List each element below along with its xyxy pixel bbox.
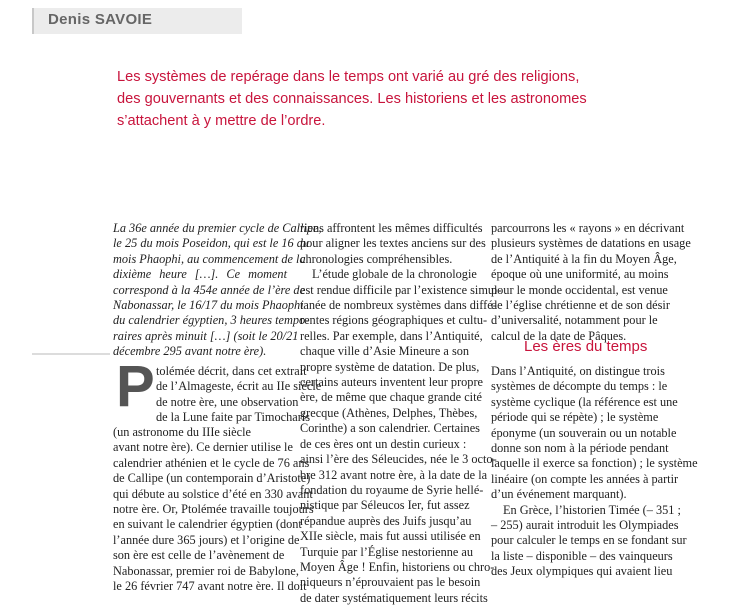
epigraph-quote — [113, 221, 322, 360]
body-line: l’année dure 365 jours) et l’origine de — [113, 532, 300, 547]
body-line: plusieurs systèmes de datations en usage — [491, 236, 691, 251]
body-line: de dater systématiquement leurs récits — [300, 590, 488, 605]
body-line: de ces ères ont un destin curieux : — [300, 436, 467, 451]
body-line: En Grèce, l’historien Timée (– 351 ; — [503, 502, 681, 517]
body-line: Turquie par l’Église nestorienne au — [300, 544, 474, 559]
column-3 — [491, 221, 691, 344]
lead-line: des gouvernants et des connaissances. Les historiens et les astronomes — [117, 91, 587, 107]
quote-line: dixième heure […]. Ce moment — [113, 267, 287, 282]
lead-line: s’attachent à y mettre de l’ordre. — [117, 113, 326, 129]
body-line: d’un événement marquant). — [491, 487, 627, 502]
quote-line: correspond à la 454e année de l’ère de — [113, 282, 306, 297]
body-line: des Jeux olympiques qui avaient lieu — [491, 564, 673, 579]
column-3-body — [491, 364, 698, 580]
body-line: parcourrons les « rayons » en décrivant — [491, 221, 685, 235]
body-line: fondation du royaume de Syrie hellé- — [300, 482, 484, 497]
column-2 — [300, 221, 502, 606]
body-line: riens affrontent les mêmes difficultés — [300, 221, 483, 235]
body-line: pour calculer le temps en se fondant sur — [491, 533, 687, 548]
column-1 — [113, 221, 322, 360]
section-heading: Les ères du temps — [524, 338, 648, 355]
dropcap-paragraph — [156, 364, 321, 426]
body-line: de l’Antiquité à la fin du Moyen Âge, — [491, 251, 677, 266]
body-line: avant notre ère). Ce dernier utilise le — [113, 440, 293, 455]
body-line: le 26 février 747 avant notre ère. Il doit — [113, 579, 307, 594]
body-line: propre système de datation. De plus, — [300, 359, 480, 374]
body-line: époque où une uniformité, au moins — [491, 267, 669, 282]
body-line: Nabonassar, premier roi de Babylone, — [113, 563, 299, 578]
body-line: de l’Almageste, écrit au IIe siècle — [156, 379, 322, 394]
body-line: Dans l’Antiquité, on distingue trois — [491, 364, 665, 378]
body-line: certains auteurs inventent leur propre — [300, 375, 484, 390]
body-line: système cyclique (la référence est une — [491, 394, 678, 409]
body-line: – 255) aurait introduit les Olympiades — [491, 518, 679, 533]
body-line: systèmes de décompte du temps : le — [491, 379, 668, 394]
body-line: est rendue difficile par l’existence simul- — [300, 282, 502, 297]
body-line: chronologies compréhensibles. — [300, 251, 453, 266]
body-line: Moyen Âge ! Enfin, historiens ou chro- — [300, 559, 495, 574]
quote-line: mois Phaophi, au commencement de la — [113, 251, 306, 266]
body-line: qui débute au solstice d’été en 330 avant — [113, 486, 313, 501]
body-line: (un astronome du IIIe siècle — [113, 425, 251, 439]
body-line: en suivant le calendrier égyptien (dont — [113, 517, 302, 532]
column-1-body — [113, 425, 314, 594]
body-line: relles. Par exemple, dans l’Antiquité, — [300, 328, 483, 343]
section-rule — [32, 353, 110, 355]
body-line: notre ère. Or, Ptolémée travaille toujours — [113, 502, 314, 517]
body-line: de Callipe (un contemporain d’Aristote) — [113, 471, 311, 486]
body-line: son ère est celle de l’avènement de — [113, 548, 285, 563]
body-line: chaque ville d’Asie Mineure a son — [300, 344, 470, 359]
body-line: pour aligner les textes anciens sur des — [300, 236, 486, 251]
body-line: pour le monde occidental, est venue — [491, 282, 668, 297]
body-line: rentes régions géographiques et cultu- — [300, 313, 488, 328]
quote-line: Nabonassar, le 16/17 du mois Phaophi — [113, 298, 304, 313]
body-line: la liste – disponible – des vainqueurs — [491, 548, 673, 563]
body-line: niqueurs n’éprouvaient pas le besoin — [300, 575, 481, 590]
body-line: laquelle il exerce sa fonction) ; le système — [491, 456, 698, 471]
body-line: XIIe siècle, mais fut aussi utilisée en — [300, 529, 481, 544]
quote-line: le 25 du mois Poseidon, qui est le 16 du — [113, 236, 310, 251]
body-line: d’universalité, notamment pour le — [491, 313, 658, 328]
body-line: répandue auprès des Juifs jusqu’au — [300, 513, 472, 528]
body-line: de notre ère, une observation — [156, 394, 299, 409]
body-line: de l’église chrétienne et de son désir — [491, 298, 670, 313]
body-line: donne son nom à la période pendant — [491, 441, 669, 456]
body-line: éponyme (un souverain ou un notable — [491, 425, 677, 440]
body-line: période qui se répète) ; le système — [491, 410, 659, 425]
body-line: tolémée décrit, dans cet extrait — [156, 364, 307, 378]
body-line: nistique par Séleucos Ier, fut assez — [300, 498, 470, 513]
body-line: L’étude globale de la chronologie — [312, 267, 477, 282]
body-line: grecque (Athènes, Delphes, Thèbes, — [300, 405, 478, 420]
quote-line: du calendrier égyptien, 3 heures tempo- — [113, 313, 310, 328]
body-line: calendrier athénien et le cycle de 76 ans — [113, 455, 310, 470]
body-line: ainsi l’ère des Séleucides, née le 3 octo- — [300, 452, 497, 467]
body-line: linéaire (on compte les années à partir — [491, 471, 679, 486]
author-name: Denis SAVOIE — [48, 11, 153, 28]
lead-line: Les systèmes de repérage dans le temps ont varié au gré des religions, — [117, 69, 580, 85]
lead-paragraph — [117, 66, 657, 132]
body-line: Corinthe) a son calendrier. Certaines — [300, 421, 480, 436]
body-line: tanée de nombreux systèmes dans diffé- — [300, 298, 497, 313]
body-line: calcul de la date de Pâques. — [491, 328, 627, 343]
body-line: bre 312 avant notre ère, à la date de la — [300, 467, 488, 482]
quote-line: La 36e année du premier cycle de Callipe, — [113, 221, 322, 235]
body-line: ère, de même que chaque grande cité — [300, 390, 482, 405]
quote-line: décembre 295 avant notre ère). — [113, 344, 267, 359]
quote-line: raires après minuit […] (soit le 20/21 — [113, 328, 299, 343]
drop-cap: P — [116, 354, 155, 419]
body-line: de la Lune faite par Timocharis — [156, 410, 311, 425]
